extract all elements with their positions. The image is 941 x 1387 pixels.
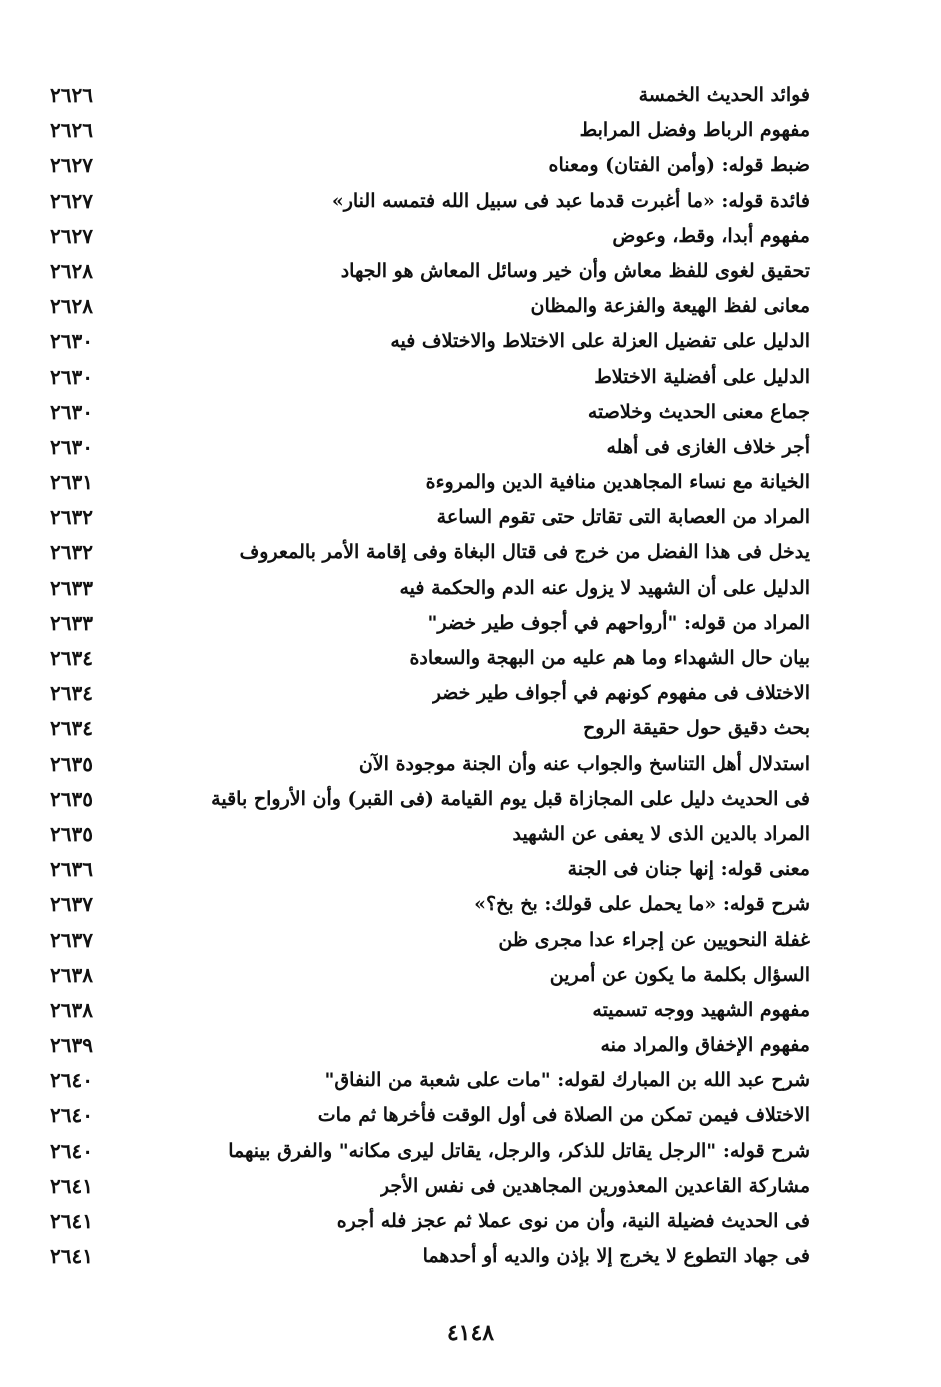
toc-entry (50, 887, 810, 922)
toc-entry-title: فى الحديث دليل على المجازاة قبل يوم القيامة (فى القبر) وأن الأرواح باقية (211, 787, 810, 810)
toc-entry (50, 500, 810, 535)
toc-entry-title: فى الحديث فضيلة النية، وأن من نوى عملا ثم عجز فله أجره (336, 1210, 810, 1232)
toc-entry-page: ٢٦٢٦ (50, 118, 93, 143)
toc-entry (50, 395, 810, 430)
toc-entry (50, 606, 810, 641)
toc-entry-page: ٢٦٣٢ (50, 540, 93, 565)
toc-entry-title: بحث دقيق حول حقيقة الروح (582, 717, 810, 740)
toc-entry-page: ٢٦٣٠ (50, 399, 93, 424)
toc-entry-title: مفهوم الإخفاق والمراد منه (600, 1034, 810, 1057)
toc-entry-title: الدليل على أن الشهيد لا يزول عنه الدم والحكمة فيه (399, 576, 810, 599)
toc-entry-title: يدخل فى هذا الفضل من خرج فى قتال البغاة وفى إقامة الأمر بالمعروف (239, 541, 810, 564)
toc-entry-title: الخيانة مع نساء المجاهدين منافية الدين والمروءة (425, 471, 810, 494)
toc-entry (50, 465, 810, 500)
toc-entry-page: ٢٦٤١ (50, 1244, 93, 1269)
toc-entry-page: ٢٦٣٦ (50, 857, 93, 882)
toc-entry-title: مفهوم الشهيد ووجه تسميته (592, 998, 810, 1021)
toc-entry-page: ٢٦٣٠ (50, 364, 93, 389)
toc-entry (50, 1239, 810, 1274)
toc-entry (50, 676, 810, 711)
toc-entry-title: الدليل على أفضلية الاختلاط (594, 365, 810, 388)
toc-entry-page: ٢٦٣٥ (50, 821, 93, 846)
toc-entry (50, 219, 810, 254)
toc-entry-page: ٢٦٢٨ (50, 258, 93, 283)
toc-entry-page: ٢٦٣٠ (50, 434, 93, 459)
toc-entry (50, 148, 810, 183)
toc-entry-title: معانى لفظ الهيعة والفزعة والمظان (530, 295, 810, 318)
toc-entry-title: السؤال بكلمة ما يكون عن أمرين (549, 963, 810, 986)
toc-entry-page: ٢٦٢٧ (50, 153, 93, 178)
toc-entry-page: ٢٦٣٣ (50, 575, 93, 600)
toc-entry-page: ٢٦٣١ (50, 470, 93, 495)
toc-entry-title: المراد بالدين الذى لا يعفى عن الشهيد (512, 822, 810, 845)
toc-entry (50, 113, 810, 148)
toc-entry (50, 571, 810, 606)
toc-entry-page: ٢٦٣٢ (50, 505, 93, 530)
toc-entry (50, 1204, 810, 1239)
toc-entry-title: مفهوم الرباط وفضل المرابط (579, 119, 810, 142)
toc-entry-page: ٢٦٣٤ (50, 716, 93, 741)
toc-entry-title: أجر خلاف الغازى فى أهله (606, 435, 810, 458)
toc-entry (50, 430, 810, 465)
toc-entry-page: ٢٦٢٦ (50, 83, 93, 107)
toc-entry-page: ٢٦٤١ (50, 1209, 93, 1233)
toc-entry (50, 535, 810, 570)
toc-entry (50, 360, 810, 395)
toc-entry-title: تحقيق لغوى للفظ معاش وأن خير وسائل المعاش هو الجهاد (340, 259, 810, 282)
toc-entry-title: فوائد الحديث الخمسة (638, 84, 810, 106)
toc-entry (50, 1028, 810, 1063)
toc-entry-page: ٢٦٤١ (50, 1173, 93, 1198)
toc-entry-page: ٢٦٣٥ (50, 751, 93, 776)
toc-entry-page: ٢٦٤٠ (50, 1138, 93, 1163)
toc-entry-page: ٢٦٣٠ (50, 329, 93, 354)
toc-entry-title: المراد من قوله: "أرواحهم في أجوف طير خضر" (427, 611, 810, 634)
toc-entry (50, 1063, 810, 1098)
toc-entry (50, 641, 810, 676)
toc-entry-title: المراد من العصابة التى تقاتل حتى تقوم الساعة (436, 506, 810, 529)
toc-entry-title: الاختلاف فى مفهوم كونهم في أجواف طير خضر (431, 682, 810, 705)
toc-entry (50, 254, 810, 289)
toc-entry-page: ٢٦٣٣ (50, 610, 93, 635)
toc-entry-page: ٢٦٣٨ (50, 962, 93, 987)
toc-entry (50, 1134, 810, 1169)
toc-entry-title: مفهوم أبدا، وقط، وعوض (612, 224, 810, 247)
toc-entry-page: ٢٦٤٠ (50, 1103, 93, 1128)
toc-entry-title: معنى قوله: إنها جنان فى الجنة (567, 858, 810, 881)
toc-entry-title: الاختلاف فيمن تمكن من الصلاة فى أول الوقت فأخرها ثم مات (317, 1104, 810, 1127)
toc-entry (50, 324, 810, 359)
toc-entry (50, 78, 810, 113)
toc-entry-page: ٢٦٣٥ (50, 786, 93, 811)
toc-entry-page: ٢٦٢٨ (50, 294, 93, 319)
table-of-contents (50, 78, 810, 1274)
toc-entry-page: ٢٦٣٩ (50, 1033, 93, 1058)
toc-entry-title: فى جهاد التطوع لا يخرج إلا بإذن والديه أو أحدهما (422, 1245, 810, 1268)
toc-entry (50, 817, 810, 852)
toc-entry-title: ضبط قوله: (وأمن الفتان) ومعناه (548, 154, 810, 177)
toc-entry (50, 711, 810, 746)
toc-entry-page: ٢٦٢٧ (50, 223, 93, 248)
toc-entry (50, 289, 810, 324)
toc-entry (50, 184, 810, 219)
toc-entry (50, 852, 810, 887)
toc-entry (50, 958, 810, 993)
toc-entry-title: شرح قوله: «ما يحمل على قولك: بخ بخ؟» (474, 893, 810, 916)
toc-entry-title: بيان حال الشهداء وما هم عليه من البهجة والسعادة (409, 647, 810, 669)
toc-entry-title: شرح قوله: "الرجل يقاتل للذكر، والرجل، يقاتل ليرى مكانه" والفرق بينهما (228, 1139, 810, 1162)
toc-entry (50, 782, 810, 817)
toc-entry-page: ٢٦٣٤ (50, 646, 93, 670)
toc-entry-title: فائدة قوله: «ما أغبرت قدما عبد فى سبيل الله فتمسه النار» (331, 189, 810, 212)
toc-entry-title: استدلال أهل التناسخ والجواب عنه وأن الجنة موجودة الآن (358, 752, 810, 775)
toc-entry-page: ٢٦٢٧ (50, 188, 93, 213)
toc-entry-title: مشاركة القاعدين المعذورين المجاهدين فى نفس الأجر (379, 1174, 810, 1197)
toc-entry (50, 1169, 810, 1204)
toc-entry-page: ٢٦٤٠ (50, 1068, 93, 1093)
toc-entry (50, 1098, 810, 1133)
toc-entry-page: ٢٦٣٧ (50, 892, 93, 917)
toc-entry-page: ٢٦٣٨ (50, 997, 93, 1022)
toc-entry-title: الدليل على تفضيل العزلة على الاختلاط والاختلاف فيه (390, 330, 810, 353)
toc-entry (50, 993, 810, 1028)
toc-entry (50, 923, 810, 958)
toc-entry-title: جماع معنى الحديث وخلاصته (587, 400, 810, 423)
toc-entry-title: غفلة النحويين عن إجراء عدا مجرى ظن (498, 928, 810, 951)
page-number: ٤١٤٨ (446, 1320, 495, 1346)
toc-entry (50, 747, 810, 782)
toc-entry-page: ٢٦٣٤ (50, 681, 93, 706)
toc-entry-page: ٢٦٣٧ (50, 927, 93, 952)
toc-entry-title: شرح عبد الله بن المبارك لقوله: "مات على شعبة من النفاق" (324, 1069, 810, 1092)
